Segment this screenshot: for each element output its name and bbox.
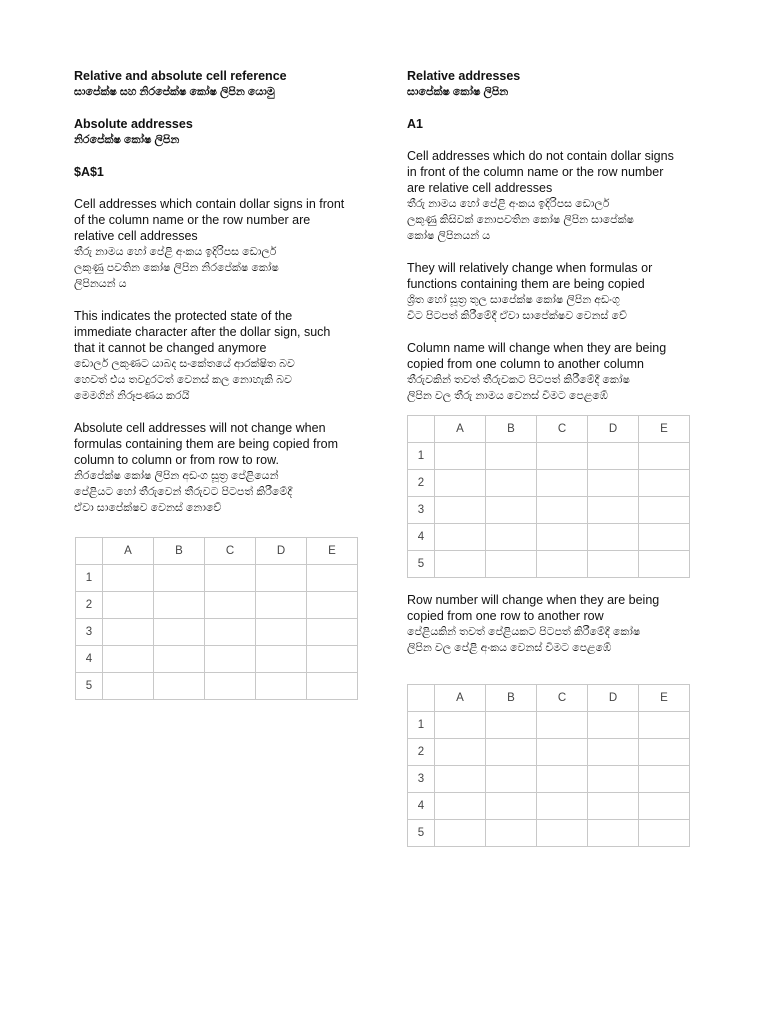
grid-cell (103, 646, 154, 673)
grid-cell (486, 712, 537, 739)
grid-cell (537, 443, 588, 470)
column-header: A (103, 538, 154, 565)
grid-cell (435, 766, 486, 793)
grid-cell (435, 820, 486, 847)
grid-cell (639, 739, 690, 766)
grid-cell (103, 592, 154, 619)
column-header: E (639, 416, 690, 443)
grid-cell (588, 793, 639, 820)
column-header: C (537, 416, 588, 443)
absolute-para-3: Absolute cell addresses will not change when formulas containing them are being copied from column to column or from row to row. නිරපේක්ෂ කෝෂ ලිපින අඩංග සූත්‍ර පේළියෙන් පේළියට හෝ තීරුවෙන් තීරුවට පිටපත් කිරීමේදී ඒවා සාපේක්ෂව වෙනස් නොවේ (74, 421, 339, 514)
grid-cell (307, 592, 358, 619)
grid-cell (588, 820, 639, 847)
row-header: 5 (76, 673, 103, 700)
grid-cell (256, 646, 307, 673)
column-header: C (537, 685, 588, 712)
column-header: E (307, 538, 358, 565)
row-header: 1 (408, 712, 435, 739)
grid-cell (435, 443, 486, 470)
grid-cell (588, 470, 639, 497)
grid-cell (307, 646, 358, 673)
row-header: 3 (408, 766, 435, 793)
row-header: 5 (408, 820, 435, 847)
row-header: 2 (408, 739, 435, 766)
grid-cell (205, 619, 256, 646)
grid-corner (408, 416, 435, 443)
grid-cell (256, 673, 307, 700)
row-header: 2 (76, 592, 103, 619)
grid-cell (435, 551, 486, 578)
grid-cell (588, 497, 639, 524)
grid-row (408, 739, 690, 766)
grid-row (76, 592, 358, 619)
column-header: E (639, 685, 690, 712)
grid-cell (639, 820, 690, 847)
grid-cell (486, 820, 537, 847)
grid-cell (435, 497, 486, 524)
grid-cell (639, 793, 690, 820)
grid-cell (435, 470, 486, 497)
grid-cell (537, 524, 588, 551)
grid-row (408, 470, 690, 497)
grid-row (408, 820, 690, 847)
grid-cell (103, 565, 154, 592)
row-header: 4 (408, 524, 435, 551)
grid-cell (486, 524, 537, 551)
grid-cell (486, 766, 537, 793)
absolute-para-1: Cell addresses which contain dollar signs in front of the column name or the row number are relative cell addresses තීරු නාමය හෝ පේළි අංකය ඉදිරිපස ඩොලර් ලකුණු පවතින කෝෂ ලිපින නිරපේක්ෂ කෝෂ ලිපිනයන් ය (74, 197, 345, 290)
grid-cell (256, 565, 307, 592)
grid-cell (486, 793, 537, 820)
grid-cell (307, 673, 358, 700)
grid-cell (486, 443, 537, 470)
grid-cell (103, 673, 154, 700)
row-header: 2 (408, 470, 435, 497)
grid-row (408, 766, 690, 793)
grid-cell (639, 766, 690, 793)
grid-cell (639, 497, 690, 524)
grid-corner (408, 685, 435, 712)
title-en: Relative and absolute cell reference (74, 69, 287, 83)
row-header: 5 (408, 551, 435, 578)
grid-cell (486, 739, 537, 766)
column-header: D (588, 685, 639, 712)
relative-para-2: They will relatively change when formulas or functions containing them are being copied ශ්‍රිත හෝ සූත්‍ර තුල සාපේක්ෂ කෝෂ ලිපින අඩංගු විට පිටපත් කිරීමේදී ඒවා සාපේක්ෂව වෙනස් වේ (407, 261, 653, 322)
grid-cell (639, 712, 690, 739)
grid-cell (154, 646, 205, 673)
row-change-grid (407, 684, 690, 847)
relative-para-3: Column name will change when they are being copied from one column to another column තීරුවකින් තවත් තීරුවකට පිටපත් කිරීමේදී කෝෂ ලිපින වල තීරු නාමය වෙනස් වීමට පෙළඹේ (407, 341, 667, 402)
grid-cell (435, 524, 486, 551)
right-column (407, 68, 697, 404)
absolute-example: $A$1 (74, 165, 104, 179)
column-header: D (588, 416, 639, 443)
grid-cell (537, 793, 588, 820)
grid-cell (537, 739, 588, 766)
grid-row (408, 712, 690, 739)
grid-cell (154, 592, 205, 619)
column-change-grid (407, 415, 690, 578)
left-column (74, 68, 364, 516)
relative-para-1: Cell addresses which do not contain dollar signs in front of the column name or the row number are relative cell addresses තීරු නාමය හෝ පේළි අංකය ඉදිරිපස ඩොලර් ලකුණු කිසිවක් නොපවතින කෝෂ ලිපින සාපේක්ෂ කෝෂ ලිපිනයන් ය (407, 149, 674, 242)
grid-cell (588, 524, 639, 551)
grid-cell (537, 470, 588, 497)
relative-para-4: Row number will change when they are being copied from one row to another row පේළියකින් තවත් පේළියකට පිටපත් කිරීමේදී කෝෂ ලිපින වල පේළි අංකය වෙනස් වීමට පෙළඹේ (407, 593, 660, 654)
grid-cell (588, 443, 639, 470)
grid-cell (103, 619, 154, 646)
relative-heading-en: Relative addresses (407, 69, 521, 83)
grid-cell (537, 766, 588, 793)
column-header: A (435, 685, 486, 712)
row-header: 4 (408, 793, 435, 820)
grid-cell (205, 646, 256, 673)
grid-cell (205, 592, 256, 619)
grid-cell (435, 793, 486, 820)
grid-cell (154, 565, 205, 592)
grid-cell (307, 619, 358, 646)
row-header: 1 (76, 565, 103, 592)
grid-cell (435, 712, 486, 739)
grid-cell (154, 619, 205, 646)
grid-row (76, 646, 358, 673)
column-header: C (205, 538, 256, 565)
grid-row (76, 565, 358, 592)
grid-row (76, 619, 358, 646)
grid-cell (205, 565, 256, 592)
grid-cell (537, 820, 588, 847)
column-header: A (435, 416, 486, 443)
grid-cell (588, 739, 639, 766)
grid-cell (588, 766, 639, 793)
grid-cell (639, 524, 690, 551)
grid-row (76, 673, 358, 700)
absolute-grid (75, 537, 358, 700)
row-header: 4 (76, 646, 103, 673)
grid-cell (307, 565, 358, 592)
grid-cell (256, 592, 307, 619)
column-header: B (486, 685, 537, 712)
grid-cell (486, 551, 537, 578)
grid-cell (537, 551, 588, 578)
grid-cell (435, 739, 486, 766)
grid-cell (639, 470, 690, 497)
grid-cell (588, 712, 639, 739)
grid-cell (639, 443, 690, 470)
absolute-para-2: This indicates the protected state of the immediate character after the dollar sign, such that it cannot be changed anymore ඩොලර් ලකුණට යාබද සංකේතයේ ආරක්ෂිත බව හෙවත් එය තවදුරටත් වෙනස් කල නොහැකි බව මෙමගින් නිරූපණය කරයි (74, 309, 331, 402)
grid-cell (486, 470, 537, 497)
grid-row (408, 793, 690, 820)
relative-example: A1 (407, 117, 423, 131)
grid-row (408, 497, 690, 524)
column-header: D (256, 538, 307, 565)
grid-row (408, 443, 690, 470)
grid-cell (588, 551, 639, 578)
column-header: B (486, 416, 537, 443)
absolute-heading-en: Absolute addresses (74, 117, 193, 131)
grid-cell (154, 673, 205, 700)
grid-cell (537, 497, 588, 524)
grid-cell (639, 551, 690, 578)
grid-cell (486, 497, 537, 524)
column-header: B (154, 538, 205, 565)
grid-cell (256, 619, 307, 646)
grid-row (408, 551, 690, 578)
grid-corner (76, 538, 103, 565)
row-header: 3 (76, 619, 103, 646)
row-header: 1 (408, 443, 435, 470)
relative-heading-si: සාපේක්ෂ කෝෂ ලිපින (407, 86, 509, 98)
grid-cell (537, 712, 588, 739)
row-header: 3 (408, 497, 435, 524)
grid-row (408, 524, 690, 551)
grid-cell (205, 673, 256, 700)
absolute-heading-si: නිරපේක්ෂ කෝෂ ලිපින (74, 134, 180, 146)
title-si: සාපේක්ෂ සහ නිරපේක්ෂ කෝෂ ලිපින යොමු (74, 86, 275, 98)
